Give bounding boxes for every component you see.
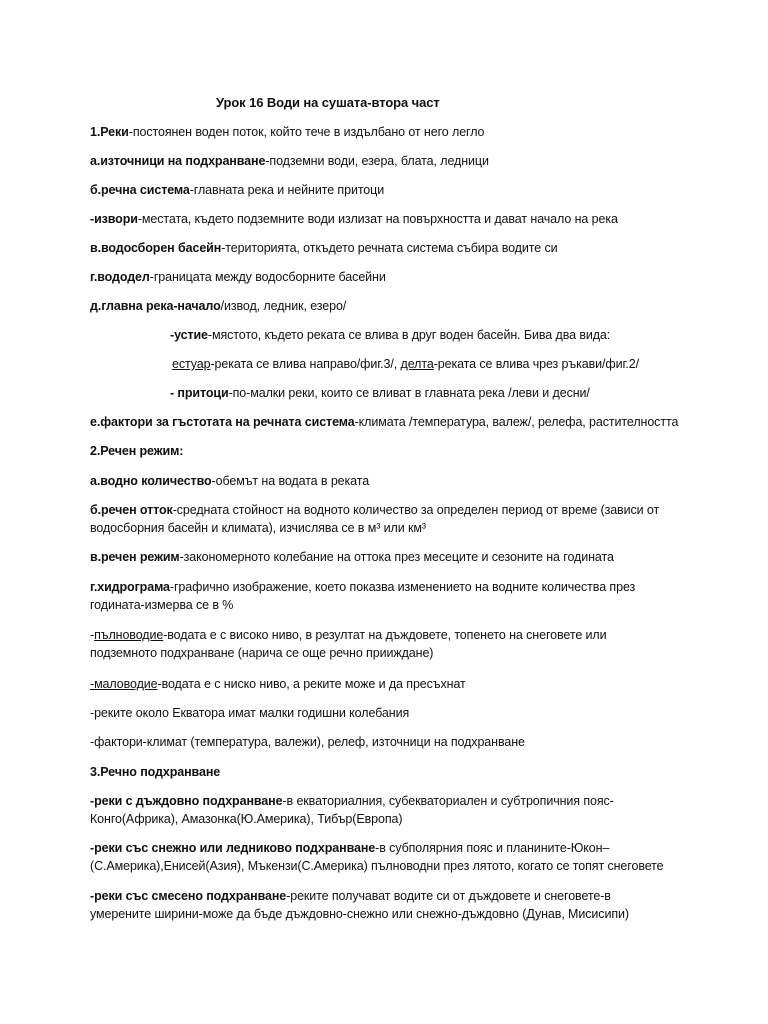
item-low-water: -маловодие-водата е с ниско ниво, а реките може и да пресъхнат — [90, 677, 466, 691]
item-rain-fed: -реки с дъждовно подхранване-в екваториалния, субекваториален и субтропичния пояс- — [90, 794, 614, 808]
item-snow-fed-cont: (С.Америка),Енисей(Азия), Мъкензи(С.Америка) пълноводни през лятото, когато се топят снеговете — [90, 859, 664, 873]
item-main-river: д.главна река-начало/извод, ледник, езеро/ — [90, 299, 347, 313]
item-tributaries: - притоци-по-малки реки, които се вливат в главната река /леви и десни/ — [170, 386, 590, 400]
page-title: Урок 16 Води на сушата-втора част — [216, 95, 440, 110]
item-water-quantity: а.водно количество-обемът на водата в реката — [90, 474, 370, 488]
item-estuary-delta: естуар-реката се влива направо/фиг.3/, делта-реката се влива чрез ръкави/фиг.2/ — [172, 357, 640, 371]
item-hydrograph-cont: годината-измерва се в % — [90, 598, 234, 612]
item-watershed: г.вододел-границата между водосборните басейни — [90, 270, 386, 284]
section-rivers: 1.Реки-постоянен воден поток, който тече в издълбано от него легло — [90, 125, 485, 139]
item-rain-fed-cont: Конго(Африка), Амазонка(Ю.Америка), Тибър(Европа) — [90, 812, 403, 826]
item-sources: а.източници на подхранване-подземни води, езера, блата, ледници — [90, 154, 489, 168]
item-mixed-fed: -реки със смесено подхранване-реките получават водите си от дъждовете и снеговете-в — [90, 889, 611, 903]
item-springs: -извори-местата, където подземните води излизат на повърхността и дават начало на река — [90, 212, 618, 226]
item-equator: -реките около Екватора имат малки годишни колебания — [90, 706, 410, 720]
item-snow-fed: -реки със снежно или ледниково подхранване-в субполярния пояс и планините-Юкон– — [90, 841, 610, 855]
item-high-water: -пълноводие-водата е с високо ниво, в резултат на дъждовете, топенето на снеговете или — [90, 628, 607, 642]
item-high-water-cont: подземното подхранване (нарича се още речно прииждане) — [90, 646, 434, 660]
item-runoff: б.речен отток-средната стойност на водното количество за определен период от време (зависи от — [90, 503, 660, 517]
item-mouth: -устие-мястото, където реката се влива в друг воден басейн. Бива два вида: — [170, 328, 611, 342]
item-river-system: б.речна система-главната река и нейните притоци — [90, 183, 385, 197]
item-mixed-fed-cont: умерените ширини-може да бъде дъждовно-снежно или снежно-дъждовно (Дунав, Мисисипи) — [90, 907, 629, 921]
item-runoff-cont: водосборния басейн и климата), изчислява се в м³ или км³ — [90, 521, 426, 535]
section-river-regime: 2.Речен режим: — [90, 444, 184, 458]
item-hydrograph: г.хидрограма-графично изображение, което показва изменението на водните количества през — [90, 580, 636, 594]
item-basin: в.водосборен басейн-територията, откъдето речната система събира водите си — [90, 241, 558, 255]
item-factors: -фактори-климат (температура, валежи), релеф, източници на подхранване — [90, 735, 525, 749]
item-regime: в.речен режим-закономерното колебание на оттока през месеците и сезоните на годината — [90, 550, 614, 564]
item-density-factors: е.фактори за гъстотата на речната система-климата /температура, валеж/, релефа, растителността — [90, 415, 679, 429]
section-feeding: 3.Речно подхранване — [90, 765, 221, 779]
